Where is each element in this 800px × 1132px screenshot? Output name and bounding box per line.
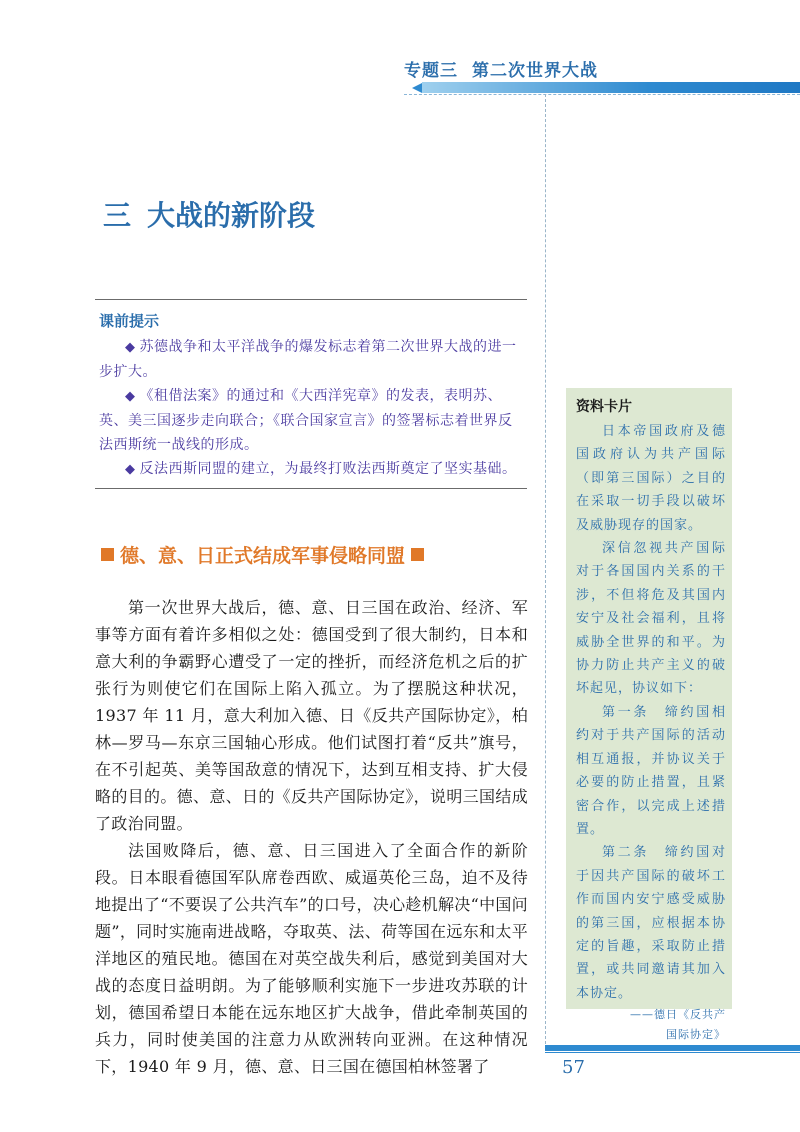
diamond-bullet-icon: ◆ [125, 389, 136, 404]
card-source [576, 1005, 726, 1045]
section-title-text: 大战的新阶段 [147, 199, 316, 232]
preclass-tips-box [95, 299, 527, 489]
subheading [95, 541, 430, 568]
card-paragraph: 日本帝国政府及德国政府认为共产国际（即第三国际）之目的在采取一切手段以破坏及威胁现存的国家。 [576, 424, 726, 533]
diamond-bullet-icon: ◆ [125, 462, 136, 477]
main-text [95, 594, 528, 1080]
body-paragraph: 法国败降后，德、意、日三国进入了全面合作的新阶段。日本眼看德国军队席卷西欧、威逼英伦三岛，迫不及待地提出了“不要误了公共汽车”的口号，决心趁机解决“中国问题”，同时实施南进战略，夺取英、法、荷等国在远东和太平洋地区的殖民地。德国在对英空战失利后，感觉到美国对大战的态度日益明朗。为了能够顺利实施下一步进攻苏联的计划，德国希望日本能在远东地区扩大战争，借此牵制英国的兵力，同时使美国的注意力从欧洲转向亚洲。在这种情况下，1940 年 9 月，德、意、日三国在德国柏林签署了 [95, 841, 528, 1076]
tips-heading: 课前提示 [99, 312, 160, 330]
section-title [103, 194, 315, 234]
card-paragraph: 深信忽视共产国际对于各国国内关系的干涉，不但将危及其国内安宁及社会福利，且将威胁全世界的和平。为协力防止共产主义的破坏起见，协议如下： [576, 541, 726, 697]
unit-title: 第二次世界大战 [472, 61, 598, 81]
card-paragraph: 第二条 缔约国对于因共产国际的破坏工作而国内安宁感受威胁的第三国，应根据本协定的旨趣，采取防止措置，或共同邀请其加入本协定。 [576, 845, 726, 1001]
header-dashed-rule [404, 94, 800, 95]
square-bullet-icon [411, 548, 424, 561]
unit-header [404, 56, 614, 81]
footer-rule [545, 1052, 800, 1053]
header-arrow-icon [412, 83, 422, 93]
unit-label: 专题三 [404, 61, 458, 81]
card-paragraph: 第一条 缔约国相约对于共产国际的活动相互通报，并协议关于必要的防止措置，且紧密合作，以完成上述措置。 [576, 704, 726, 837]
card-heading: 资料卡片 [576, 399, 632, 415]
tip-item [99, 335, 523, 384]
card-body [576, 420, 726, 1045]
tip-text: 《租借法案》的通过和《大西洋宪章》的发表，表明苏、英、美三国逐步走向联合；《联合国家宣言》的签署标志着世界反法西斯统一战线的形成。 [99, 388, 513, 453]
tip-text: 苏德战争和太平洋战争的爆发标志着第二次世界大战的进一步扩大。 [99, 339, 517, 380]
tip-item [99, 457, 523, 482]
card-source-line: ——德日《反共产 [630, 1008, 726, 1022]
subheading-text: 德、意、日正式结成军事侵略同盟 [120, 545, 406, 567]
tip-text: 反法西斯同盟的建立，为最终打败法西斯奠定了坚实基础。 [139, 461, 517, 477]
body-paragraph: 第一次世界大战后，德、意、日三国在政治、经济、军事等方面有着许多相似之处：德国受到了很大制约，日本和意大利的争霸野心遭受了一定的挫折，而经济危机之后的扩张行为则使它们在国际上陷入孤立。为了摆脱这种状况，1937 年 11 月，意大利加入德、日《反共产国际协定》，柏林—罗马—东京三国轴心形成。他们试图打着“反共”旗号，在不引起英、美等国敌意的情况下，达到互相支持、扩大侵略的目的。德、意、日的《反共产国际协定》，说明三国结成了政治同盟。 [95, 598, 528, 833]
data-card [566, 388, 732, 1042]
footer-bar [545, 1045, 800, 1051]
diamond-bullet-icon: ◆ [125, 340, 136, 355]
page-number: 57 [562, 1057, 585, 1078]
card-source-line: 国际协定》 [666, 1028, 726, 1042]
section-number: 三 [103, 199, 132, 232]
column-divider [545, 94, 546, 1044]
header-bar [422, 82, 800, 93]
square-bullet-icon [101, 548, 114, 561]
tip-item [99, 384, 523, 457]
